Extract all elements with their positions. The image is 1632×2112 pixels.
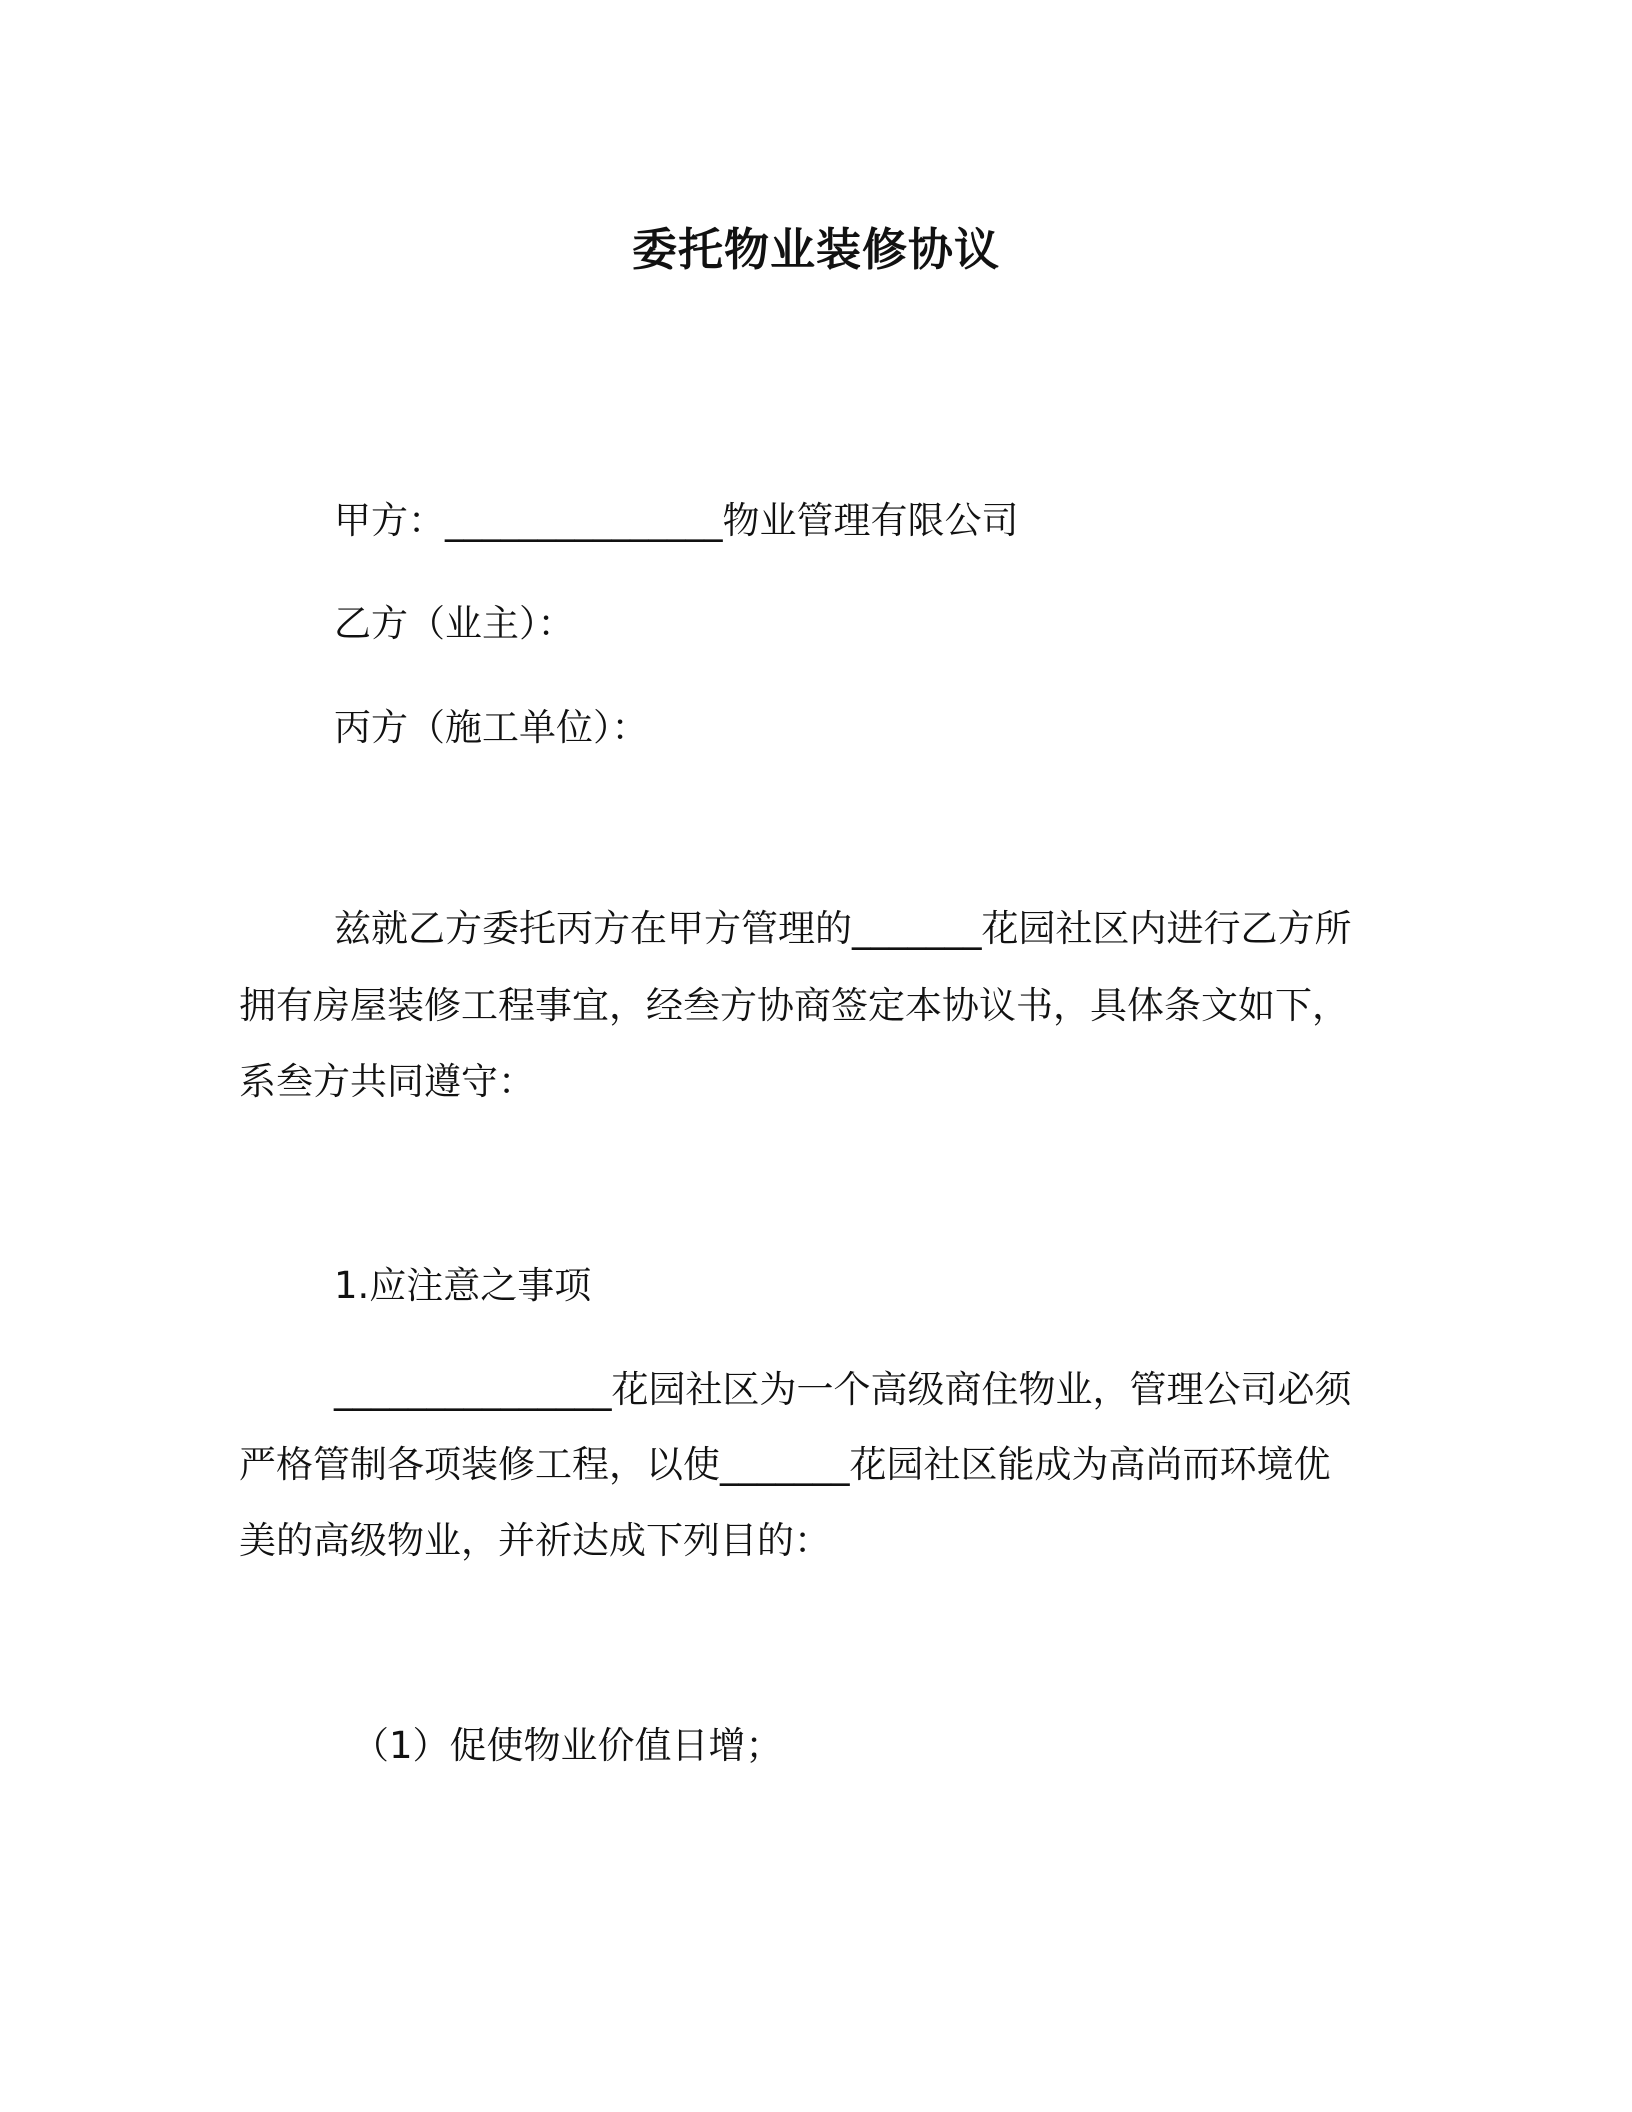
section-paragraph-line-2: 严格管制各项装修工程，以使_______花园社区能成为高尚而环境优 [239,1443,1331,1486]
section-heading: 1.应注意之事项 [334,1264,592,1307]
section-paragraph-line-3: 美的高级物业，并祈达成下列目的： [239,1519,831,1562]
section-paragraph-line-1: _______________花园社区为一个高级商住物业，管理公司必须 [334,1368,1352,1411]
party-c-line: 丙方（施工单位）： [334,706,649,749]
document-title: 委托物业装修协议 [631,223,1000,276]
intro-paragraph-line-3: 系叁方共同遵守： [239,1060,535,1103]
party-a-line: 甲方：_______________物业管理有限公司 [334,499,1019,542]
list-item: （1）促使物业价值日增； [352,1724,783,1767]
party-b-line: 乙方（业主）： [334,602,575,645]
intro-paragraph-line-2: 拥有房屋装修工程事宜，经叁方协商签定本协议书，具体条文如下， [239,984,1349,1027]
intro-paragraph-line-1: 兹就乙方委托丙方在甲方管理的_______花园社区内进行乙方所 [334,907,1352,950]
